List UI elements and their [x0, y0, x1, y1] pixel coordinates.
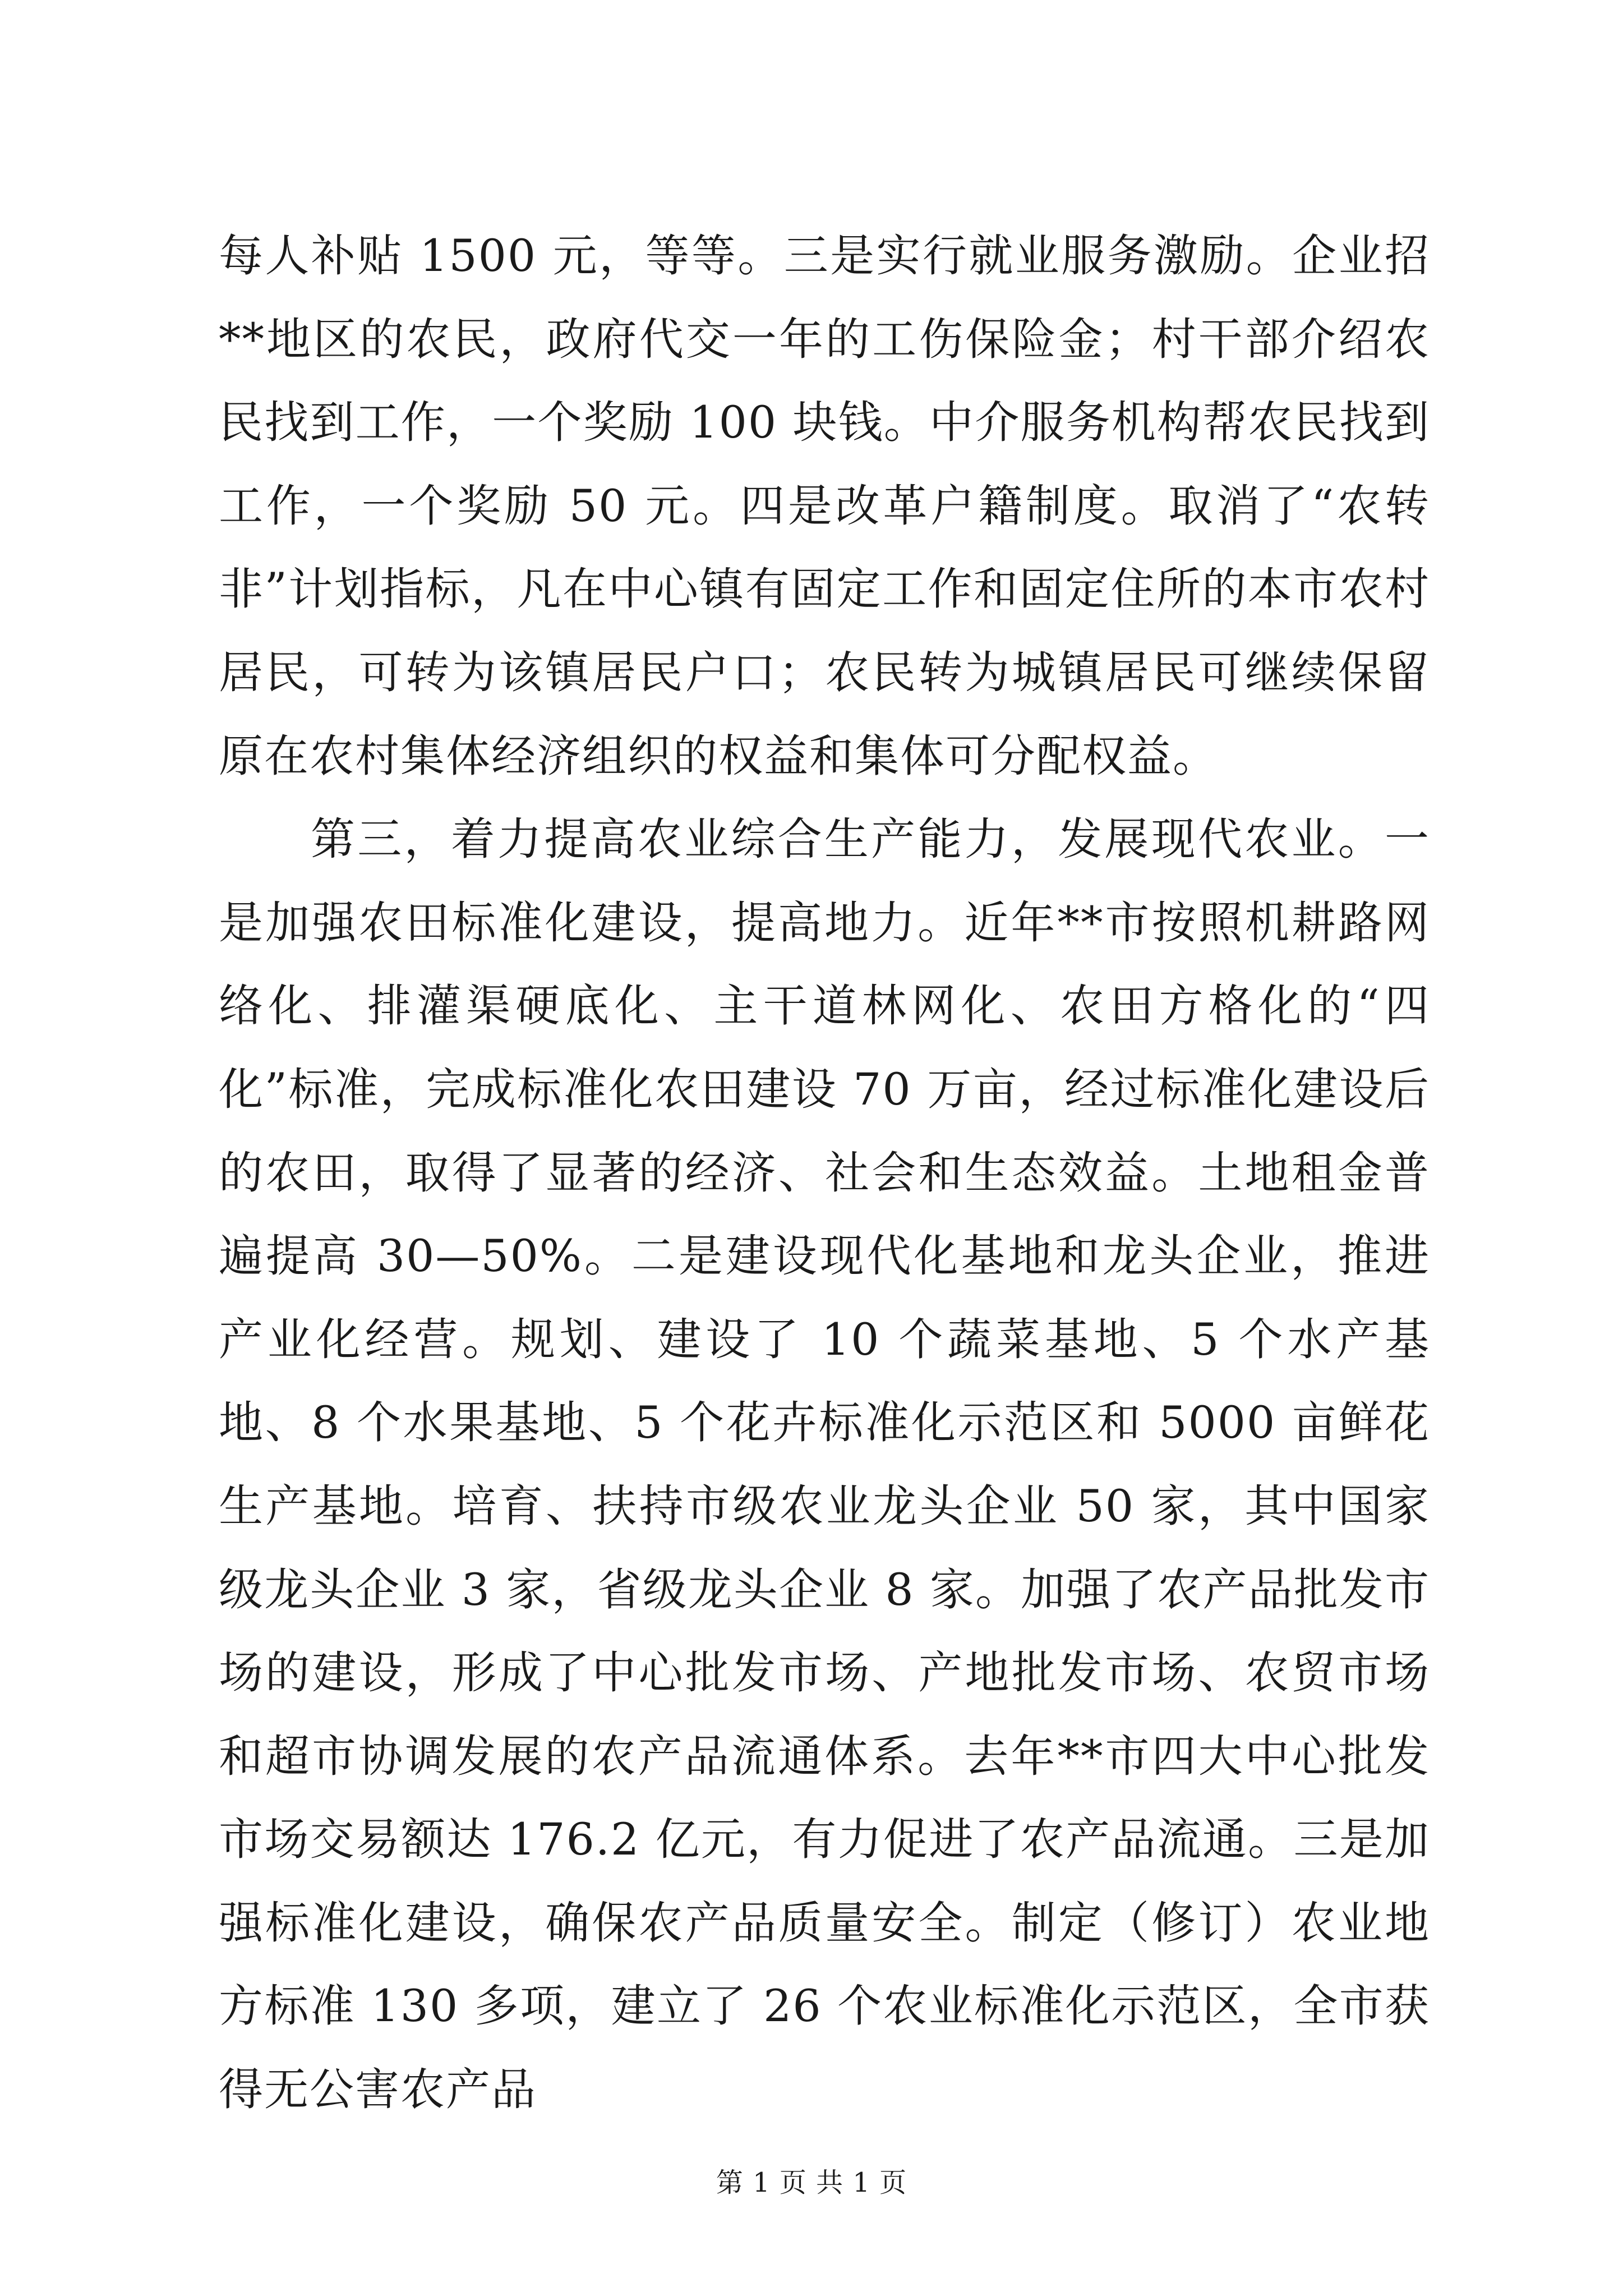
document-body: [219, 214, 1430, 2132]
page-footer: 第 1 页 共 1 页: [716, 2167, 907, 2198]
paragraph-third-point: 第三，着力提高农业综合生产能力，发展现代农业。一是加强农田标准化建设，提高地力。近年**市按照机耕路网络化、排灌渠硬底化、主干道林网化、农田方格化的“四化”标准，完成标准化农田建设 70 万亩，经过标准化建设后的农田，取得了显著的经济、社会和生态效益。土地租金普遍提高 30—50%。二是建设现代化基地和龙头企业，推进产业化经营。规划、建设了 10 个蔬菜基地、5 个水产基地、8 个水果基地、5 个花卉标准化示范区和 5000 亩鲜花生产基地。培育、扶持市级农业龙头企业 50 家，其中国家级龙头企业 3 家，省级龙头企业 8 家。加强了农产品批发市场的建设，形成了中心批发市场、产地批发市场、农贸市场和超市协调发展的农产品流通体系。去年**市四大中心批发市场交易额达 176.2 亿元，有力促进了农产品流通。三是加强标准化建设，确保农产品质量安全。制定（修订）农业地方标准 130 多项，建立了 26 个农业标准化示范区，全市获得无公害农产品: [219, 813, 1430, 2116]
paragraph-continuation: 每人补贴 1500 元，等等。三是实行就业服务激励。企业招**地区的农民，政府代交一年的工伤保险金；村干部介绍农民找到工作，一个奖励 100 块钱。中介服务机构帮农民找到工作，一个奖励 50 元。四是改革户籍制度。取消了“农转非”计划指标，凡在中心镇有固定工作和固定住所的本市农村居民，可转为该镇居民户口；农民转为城镇居民可继续保留原在农村集体经济组织的权益和集体可分配权益。: [219, 230, 1430, 782]
